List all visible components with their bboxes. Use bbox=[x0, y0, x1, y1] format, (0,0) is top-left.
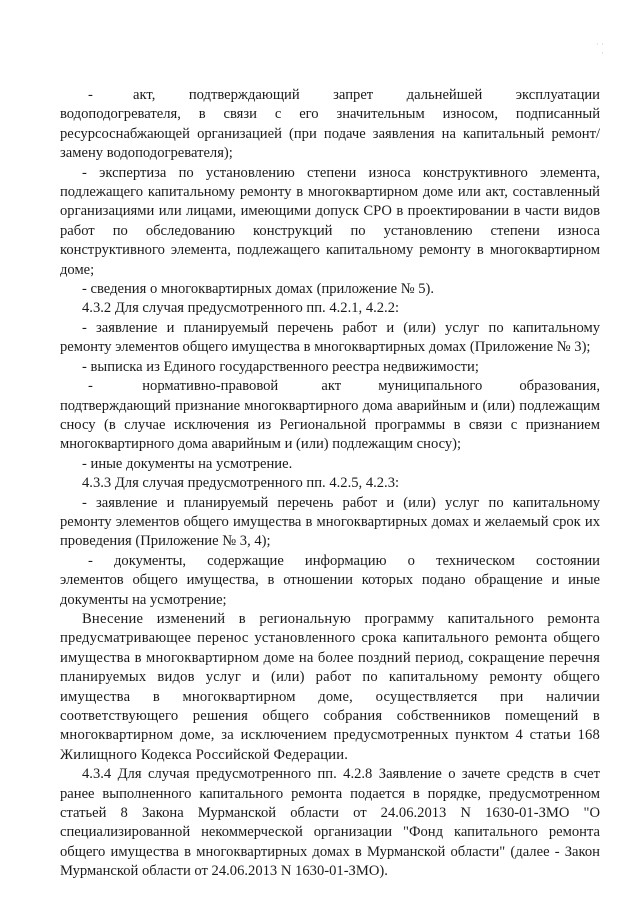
paragraph-registry-extract: - выписка из Единого государственного реестра недвижимости; bbox=[82, 358, 479, 375]
paragraph-other-documents: - иные документы на усмотрение. bbox=[82, 455, 293, 472]
paragraph-municipal-act: - нормативно-правовой акт муниципального образования, подтверждающий признание многоквартирного дома аварийным и (или) подлежащим сносу (в случае исключения из Региональной программы в связи с признанием многоквартирного дома аварийным и (или) подлежащим сносу); bbox=[60, 378, 600, 453]
paragraph-application-schedule: - заявление и планируемый перечень работ и (или) услуг по капитальному ремонту элементов общего имущества в многоквартирных домах и желаемый срок их проведения (Приложение № 3, 4); bbox=[60, 494, 600, 550]
paragraph-building-info: - сведения о многоквартирных домах (приложение № 5). bbox=[82, 281, 435, 298]
paragraph-expertise: - экспертиза по установлению степени износа конструктивного элемента, подлежащего капитальному ремонту в многоквартирном доме или акт, составленный организациями или лицами, имеющими допуск СРО в проектировании в части видов работ по обследованию конструкций по установлению степени износа конструктивного элемента, подлежащего капитальному ремонту в многоквартирном доме; bbox=[60, 164, 600, 278]
section-heading-4-3-3: 4.3.3 Для случая предусмотренного пп. 4.2.5, 4.2.3: bbox=[82, 475, 400, 492]
margin-scan-mark: · · · bbox=[596, 40, 604, 58]
paragraph-program-changes: Внесение изменений в региональную программу капитального ремонта предусматривающее перенос установленного срока капитального ремонта общего имущества в многоквартирном доме на более поздний период, сокращение перечня планируемых видов услуг и (или) работ по капитальному ремонту общего имущества в многоквартирном доме, осуществляется при наличии соответствующего решения общего собрания собственников помещений в многоквартирном доме, за исключением предусмотренных пунктом 4 статьи 168 Жилищного Кодекса Российской Федерации. bbox=[60, 610, 600, 763]
paragraph-application-list: - заявление и планируемый перечень работ и (или) услуг по капитальному ремонту элементов общего имущества в многоквартирных домах (Приложение № 3); bbox=[60, 319, 600, 356]
paragraph-act-water-heater: - акт, подтверждающий запрет дальнейшей эксплуатации водоподогревателя, в связи с его значительным износом, подписанный ресурсоснабжающей организацией (при подаче заявления на капитальный ремонт/замену водоподогревателя); bbox=[60, 87, 600, 162]
section-paragraph-4-3-4: 4.3.4 Для случая предусмотренного пп. 4.2.8 Заявление о зачете средств в счет ранее выполненного капитального ремонта подается в порядке, предусмотренном статьей 8 Закона Мурманской области от 24.06.2013 N 1630-01-ЗМО "О специализированной некоммерческой организации "Фонд капитального ремонта общего имущества в многоквартирных домах в Мурманской области" (далее - Закон Мурманской области от 24.06.2013 N 1630-01-ЗМО). bbox=[60, 766, 600, 880]
section-heading-4-3-2: 4.3.2 Для случая предусмотренного пп. 4.2.1, 4.2.2: bbox=[82, 300, 400, 317]
document-page bbox=[60, 86, 600, 882]
paragraph-technical-condition: - документы, содержащие информацию о техническом состоянии элементов общего имущества, в отношении которых подано обращение и иные документы на усмотрение; bbox=[60, 552, 600, 608]
